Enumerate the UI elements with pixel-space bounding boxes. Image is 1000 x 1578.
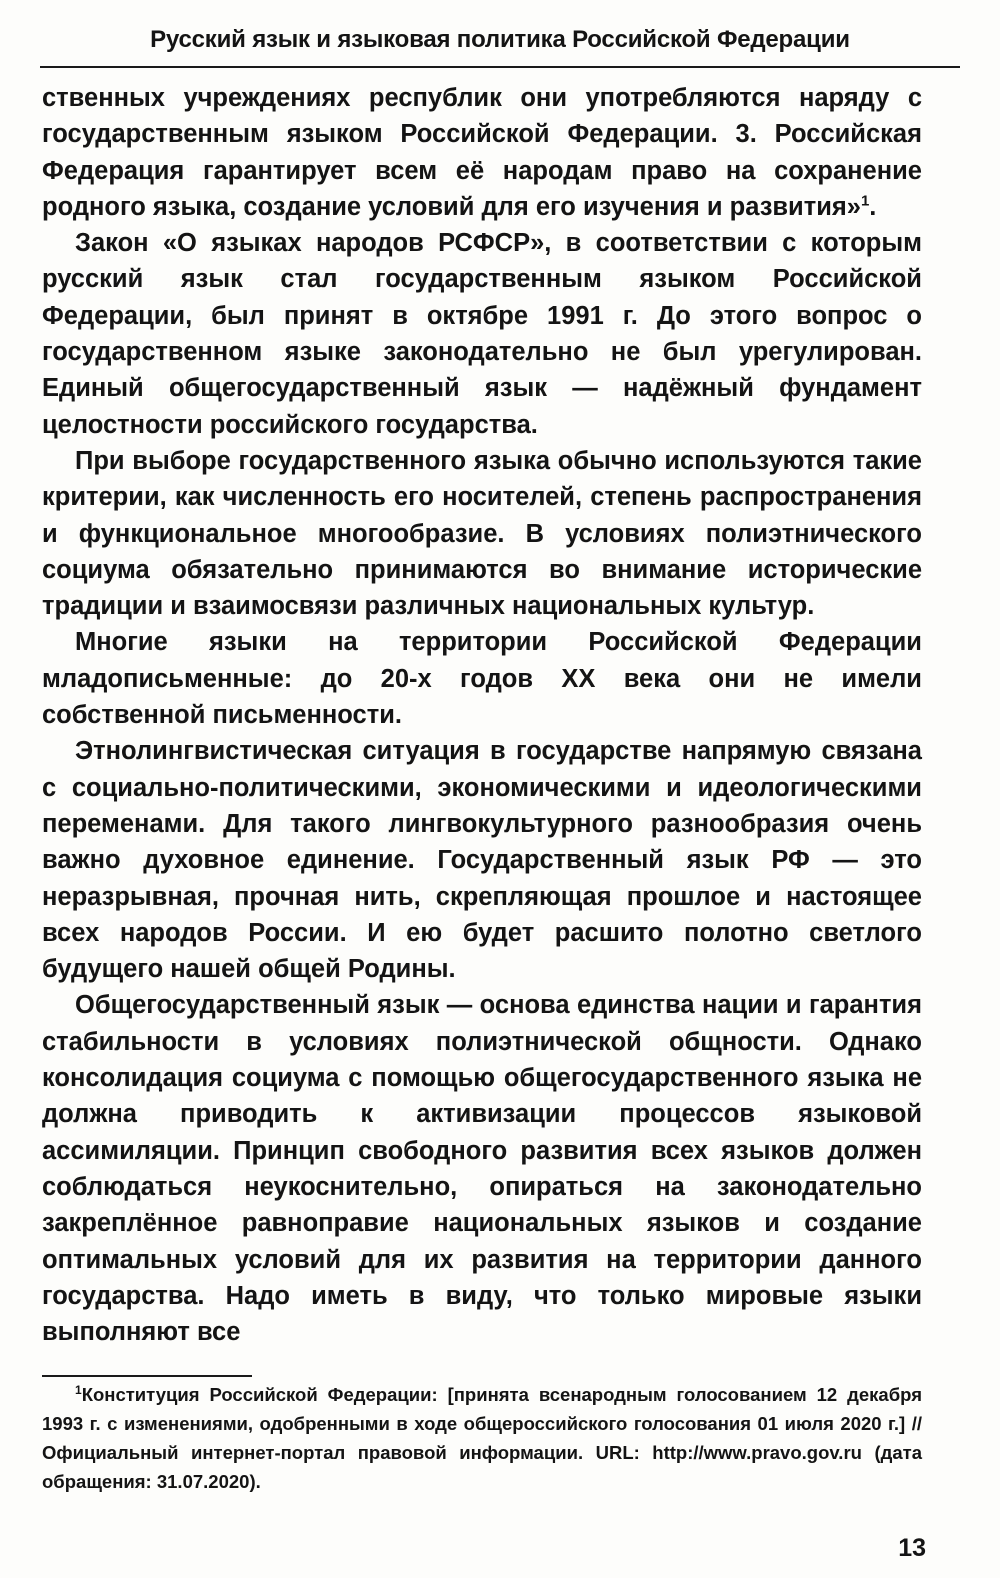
footnote-divider [42, 1375, 252, 1377]
footnote-number: 1 [75, 1382, 82, 1397]
footnote-reference: 1 [860, 192, 870, 210]
body-text [42, 80, 922, 1350]
header-divider [40, 66, 960, 68]
paragraph-5: Этнолингвистическая ситуация в государстве напрямую связана с социально-политическими, экономическими и идеологическими переменами. Для такого лингвокультурного разнообразия очень важно духовное единение. Государственный язык РФ — это неразрывная, прочная нить, скрепляющая прошлое и настоящее всех народов России. И ею будет расшито полотно светлого будущего нашей общей Родины. [42, 737, 922, 984]
paragraph-4: Многие языки на территории Российской Федерации младописьменные: до 20-х годов XX века они не имели собственной письменности. [42, 628, 922, 730]
footnote [42, 1380, 922, 1496]
page-number: 13 [898, 1534, 926, 1562]
paragraph-1-text: ственных учреждениях республик они употребляются наряду с государственным языком Российской Федерации. 3. Российская Федерация гарантирует всем её народам право на сохранение родного языка, создание условий для его изучения и развития» [42, 84, 922, 221]
paragraph-3: При выборе государственного языка обычно используются такие критерии, как численность его носителей, степень распространения и функциональное многообразие. В условиях полиэтнического социума обязательно принимаются во внимание исторические традиции и взаимосвязи различных национальных культур. [42, 446, 922, 621]
paragraph-1: ственных учреждениях республик они употребляются наряду с государственным языком Российской Федерации. 3. Российская Федерация гарантирует всем её народам право на сохранение родного языка, создание условий для его изучения и развития»$^1$. [42, 84, 922, 221]
footnote-text: Конституция Российской Федерации: [принята всенародным голосованием 12 декабря 1993 г. с изменениями, одобренными в ходе общероссийского голосования 01 июля 2020 г.] // Официальный интернет-портал правовой информации. URL: http://www.pravo.gov.ru (дата обращения: 31.07.2020). [42, 1384, 922, 1492]
running-head: Русский язык и языковая политика Российской Федерации [150, 26, 850, 53]
paragraph-6: Общегосударственный язык — основа единства нации и гарантия стабильности в условиях полиэтнической общности. Однако консолидация социума с помощью общегосударственного языка не должна приводить к активизации процессов языковой ассимиляции. Принцип свободного развития всех языков должен соблюдаться неукоснительно, опираться на законодательно закреплённое равноправие национальных языков и создание оптимальных условий для их развития на территории данного государства. Надо иметь в виду, что только мировые языки выполняют все [42, 991, 922, 1347]
paragraph-2: Закон «О языках народов РСФСР», в соответствии с которым русский язык стал государственным языком Российской Федерации, был принят в октябре 1991 г. До этого вопрос о государственном языке законодательно не был урегулирован. Единый общегосударственный язык — надёжный фундамент целостности российского государства. [42, 229, 922, 439]
